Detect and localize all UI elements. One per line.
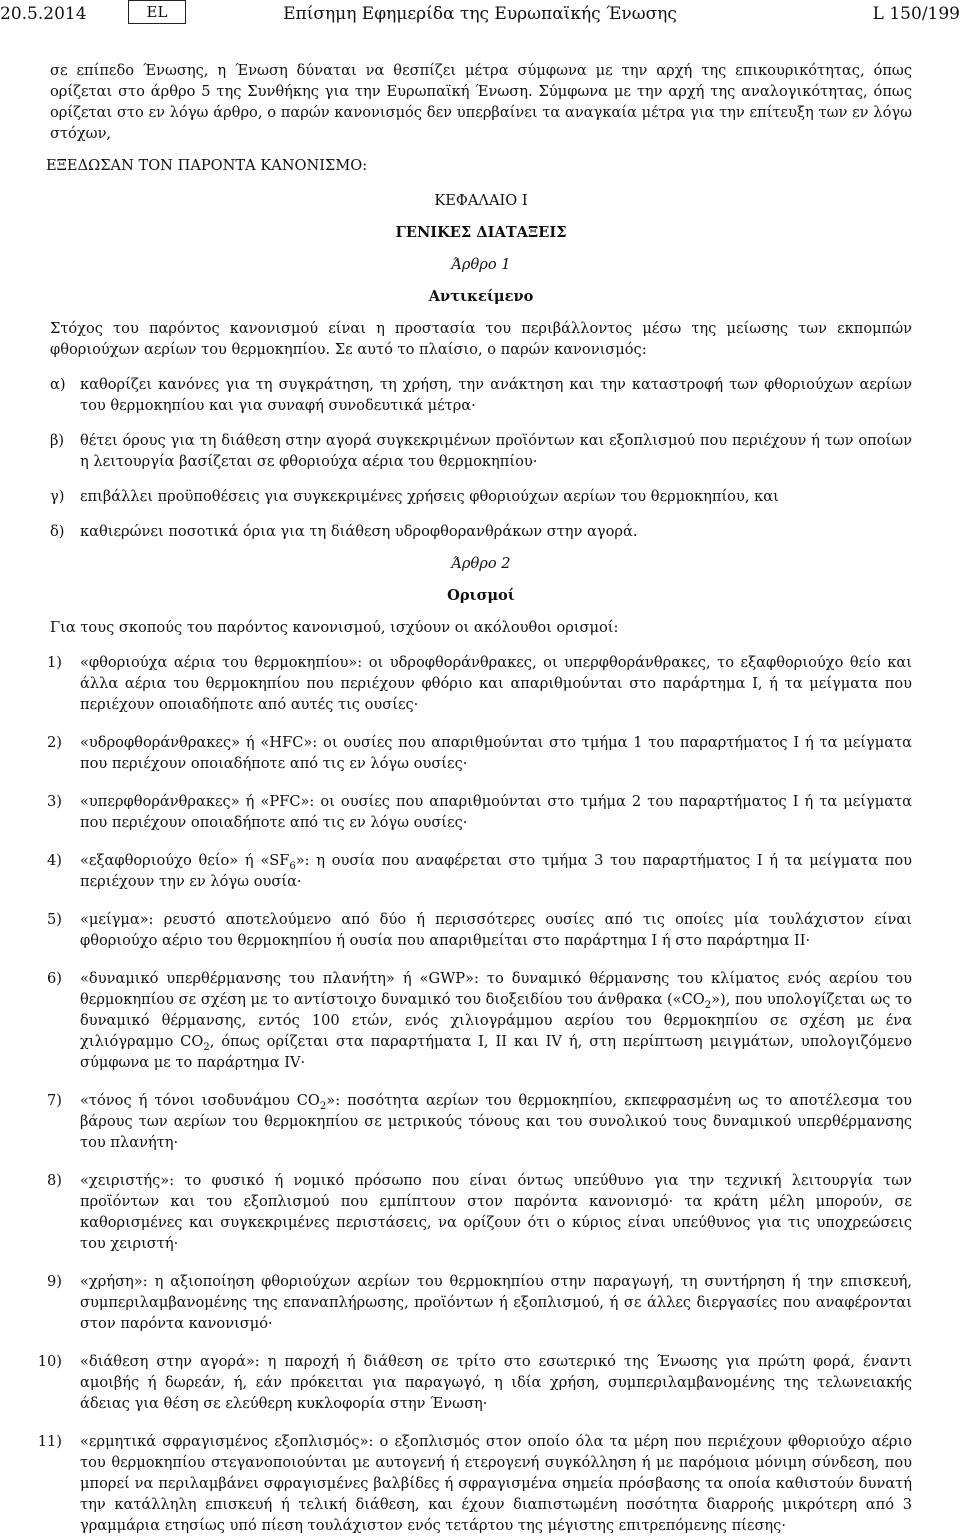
- definition-number: 11): [37, 1433, 62, 1450]
- article-1-intro: Στόχος του παρόντος κανονισμού είναι η προστασία του περιβάλλοντος μέσω της μείωσης των εκπομπών φθοριούχων αερίων του θερμοκηπίου. Σε αυτό το πλαίσιο, ο παρών κανονισμός:: [50, 320, 912, 358]
- list-item: [50, 521, 912, 542]
- list-item-text: καθιερώνει ποσοτικά όρια για τη διάθεση υδροφθορανθράκων στην αγορά.: [80, 523, 638, 540]
- definition-item: [37, 1351, 912, 1414]
- article-1-number: Άρθρο 1: [451, 256, 511, 273]
- chapter-title: ΓΕΝΙΚΕΣ ΔΙΑΤΑΞΕΙΣ: [395, 224, 567, 241]
- definition-item: [47, 1170, 912, 1254]
- definition-text: [62, 968, 912, 1073]
- definition-item: [47, 1090, 912, 1153]
- list-item-label: β): [50, 432, 65, 449]
- list-item-label: δ): [50, 523, 65, 540]
- definition-number: 1): [47, 654, 62, 671]
- definition-number: 5): [47, 911, 62, 928]
- definition-number: 3): [47, 793, 62, 810]
- definition-item: [47, 850, 912, 892]
- article-2-intro: Για τους σκοπούς του παρόντος κανονισμού, ισχύουν οι ακόλουθοι ορισμοί:: [50, 619, 619, 636]
- definition-text-part: »: η ουσία που αναφέρεται στο τμήμα 3 του παραρτήματος I ή τα μείγματα που περιέχουν την εν λόγω ουσία·: [80, 852, 912, 890]
- definition-text: «διάθεση στην αγορά»: η παροχή ή διάθεση σε τρίτο στο εσωτερικό της Ένωσης για πρώτη φορά, έναντι αμοιβής ή δωρεάν, ή, εάν πρόκειται για παραγωγό, η ιδία χρήση, συμπεριλαμβανομένης της τελωνειακής άδειας για θέση σε ελεύθερη κυκλοφορία στην Ένωση·: [80, 1353, 912, 1412]
- adopted-statement: ΕΞΕΔΩΣΑΝ ΤΟΝ ΠΑΡΟΝΤΑ ΚΑΝΟΝΙΣΜΟ:: [46, 157, 368, 174]
- definition-item: [47, 909, 912, 951]
- definition-text-part: , όπως ορίζεται στα παραρτήματα I, II και IV ή, στη περίπτωση μειγμάτων, υπολογιζόμενο σύμφωνα με το παράρτημα IV·: [80, 1033, 912, 1071]
- article-2-number: Άρθρο 2: [451, 555, 511, 572]
- definition-item: [47, 791, 912, 833]
- list-item: [50, 486, 912, 507]
- article-2-title: Ορισμοί: [447, 587, 515, 604]
- definition-text-part: «εξαφθοριούχο θείο» ή «SF: [80, 852, 290, 869]
- definition-item: [47, 732, 912, 774]
- subscript: 2: [203, 1041, 210, 1053]
- subscript: 2: [704, 999, 712, 1011]
- list-item-text: επιβάλλει προϋποθέσεις για συγκεκριμένες χρήσεις φθοριούχων αερίων του θερμοκηπίου, και: [80, 488, 779, 505]
- list-item-text: καθορίζει κανόνες για τη συγκράτηση, τη χρήση, την ανάκτηση και την καταστροφή των φθοριούχων αερίων του θερμοκηπίου και για συναφή συνοδευτικά μέτρα·: [80, 376, 912, 414]
- list-item-label: α): [50, 376, 66, 393]
- definition-text-part: »), που υπολογίζεται ως το δυναμικό θέρμανσης, εντός 100 ετών, ενός χιλιογράμμου αερίου του θερμοκηπίου σε σχέση με ένα χιλιόγραμμο CO: [80, 991, 912, 1050]
- subscript: 6: [289, 860, 296, 872]
- definition-text: «χρήση»: η αξιοποίηση φθοριούχων αερίων του θερμοκηπίου στην παραγωγή, τη συντήρηση ή την επισκευή, συμπεριλαμβανομένης της επαναπλήρωσης, προϊόντων ή εξοπλισμού, ή σε άλλες διεργασίες που αναφέρονται στον παρόντα κανονισμό·: [80, 1273, 912, 1332]
- definition-text-part: «δυναμικό υπερθέρμανσης του πλανήτη» ή «GWP»: το δυναμικό θέρμανσης του κλίματος ενός αερίου του θερμοκηπίου σε σχέση με το αντίστοιχο δυναμικό του διοξειδίου του άνθρακα («CO: [80, 970, 912, 1008]
- definition-text: [62, 1090, 912, 1153]
- definition-item: [47, 968, 912, 1073]
- definition-item: [47, 1271, 912, 1334]
- definition-item: [47, 652, 912, 715]
- language-badge: EL: [128, 0, 186, 24]
- chapter-number: ΚΕΦΑΛΑΙΟ I: [434, 192, 528, 209]
- definition-number: 7): [47, 1092, 62, 1109]
- definition-text: «ερμητικά σφραγισμένος εξοπλισμός»: ο εξοπλισμός στον οποίο όλα τα μέρη που περιέχουν φθοριούχο αέριο του θερμοκηπίου στεγανοποιούνται με αυτογενή ή ετερογενή συγκόλληση ή με παρόμοια μόνιμη σύνδεση, που μπορεί να περιλαμβάνει σφραγισμένες βαλβίδες ή σφραγισμένα σημεία πρόσβασης τα οποία καθιστούν δυνατή την κατάλληλη επισκευή ή τελική διάθεση, και έχουν διαπιστωμένη ποσότητα διαρροής μικρότερη από 3 γραμμάρια ετησίως υπό πίεση τουλάχιστον ενός τετάρτου της μέγιστης επιτρεπόμενης πίεσης·: [80, 1433, 912, 1534]
- preamble-paragraph: σε επίπεδο Ένωσης, η Ένωση δύναται να θεσπίζει μέτρα σύμφωνα με την αρχή της επικουρικότητας, όπως ορίζεται στο άρθρο 5 της Συνθήκης για την Ευρωπαϊκή Ένωση. Σύμφωνα με την αρχή της αναλογικότητας, όπως ορίζεται στο εν λόγω άρθρο, ο παρών κανονισμός δεν υπερβαίνει τα αναγκαία μέτρα για την επίτευξη των εν λόγω στόχων,: [50, 62, 912, 142]
- definition-number: 4): [47, 852, 62, 869]
- definition-text: «χειριστής»: το φυσικό ή νομικό πρόσωπο που είναι όντως υπεύθυνο για την τεχνική λειτουργία των προϊόντων και του εξοπλισμού που εμπίπτουν στον παρόντα κανονισμό· τα κράτη μέλη μπορούν, σε καθορισμένες και συγκεκριμένες περιστάσεις, να ορίζουν ότι ο κύριος είναι υπεύθυνος για τις υποχρεώσεις του χειριστή·: [80, 1172, 912, 1252]
- list-item-text: θέτει όρους για τη διάθεση στην αγορά συγκεκριμένων προϊόντων και εξοπλισμού που περιέχουν ή των οποίων η λειτουργία βασίζεται σε φθοριούχα αέρια του θερμοκηπίου·: [80, 432, 912, 470]
- article-1-title: Αντικείμενο: [428, 288, 534, 305]
- definition-text: «φθοριούχα αέρια του θερμοκηπίου»: οι υδροφθοράνθρακες, οι υπερφθοράνθρακες, το εξαφθοριούχο θείο και άλλα αέρια του θερμοκηπίου που περιέχουν φθόριο και απαριθμούνται στο παράρτημα I, ή τα μείγματα που περιέχουν οποιαδήποτε από αυτές τις ουσίες·: [80, 654, 912, 713]
- page-header: [0, 0, 960, 40]
- definition-item: [37, 1431, 912, 1536]
- definition-number: 2): [47, 734, 62, 751]
- page-number: L 150/199: [872, 4, 960, 24]
- list-item: [50, 430, 912, 472]
- list-item-label: γ): [50, 488, 65, 505]
- definition-text: [62, 850, 912, 892]
- definition-number: 6): [47, 970, 62, 987]
- definition-number: 8): [47, 1172, 62, 1189]
- definition-text-part: «τόνος ή τόνοι ισοδυνάμου CO: [80, 1092, 320, 1109]
- list-item: [50, 374, 912, 416]
- document-body: [37, 60, 912, 1536]
- header-date: 20.5.2014: [0, 4, 87, 24]
- definition-text: «υδροφθοράνθρακες» ή «HFC»: οι ουσίες που απαριθμούνται στο τμήμα 1 του παραρτήματος I ή τα μείγματα που περιέχουν οποιαδήποτε από τις εν λόγω ουσίες·: [80, 734, 912, 772]
- definition-text: «υπερφθοράνθρακες» ή «PFC»: οι ουσίες που απαριθμούνται στο τμήμα 2 του παραρτήματος I ή τα μείγματα που περιέχουν οποιαδήποτε από τις εν λόγω ουσίες·: [80, 793, 912, 831]
- definition-text-part: »: ποσότητα αερίων του θερμοκηπίου, εκπεφρασμένη ως το αποτέλεσμα του βάρους των αερίων του θερμοκηπίου σε μετρικούς τόνους και του συνολικού τους δυναμικού υπερθέρμανσης του πλανήτη·: [80, 1092, 912, 1151]
- subscript: 2: [319, 1100, 327, 1112]
- definition-text: «μείγμα»: ρευστό αποτελούμενο από δύο ή περισσότερες ουσίες από τις οποίες μία τουλάχιστον είναι φθοριούχο αέριο του θερμοκηπίου ή ουσία που απαριθμείται στο παράρτημα I ή στο παράρτημα II·: [80, 911, 912, 949]
- journal-title: Επίσημη Εφημερίδα της Ευρωπαϊκής Ένωσης: [283, 4, 677, 24]
- definition-number: 10): [37, 1353, 62, 1370]
- definition-number: 9): [47, 1273, 62, 1290]
